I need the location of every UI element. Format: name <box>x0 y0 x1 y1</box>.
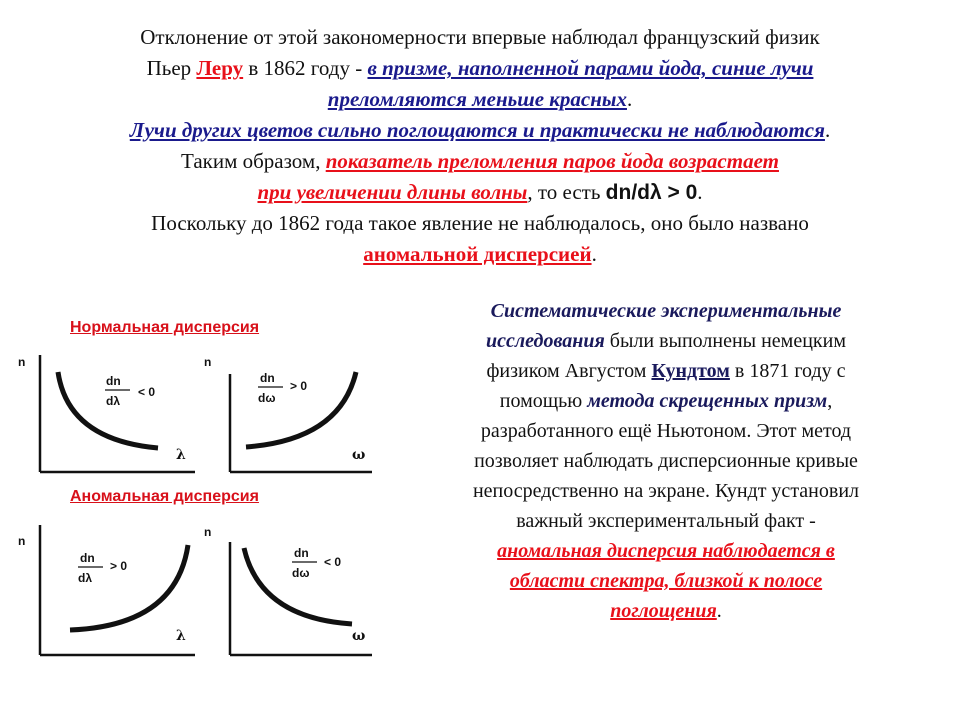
intro-line-5: Таким образом, показатель преломления паров йода возрастает <box>181 149 779 173</box>
graph-anomalous-omega <box>204 525 372 655</box>
graph-normal-lambda <box>18 355 195 472</box>
axis-label-lambda: λ <box>176 628 186 644</box>
inequality: > 0 <box>290 379 308 393</box>
graph-normal-omega <box>204 355 372 472</box>
intro-line-1: Отклонение от этой закономерности впервые наблюдал французский физик <box>140 25 820 49</box>
fraction-denominator: dω <box>292 566 310 580</box>
fraction-denominator: dλ <box>78 571 93 585</box>
derivative-formula: dn/dλ > 0 <box>605 181 698 204</box>
intro-line-7: Поскольку до 1862 года такое явление не наблюдалось, оно было названо <box>151 211 809 235</box>
axis-label-omega: ω <box>352 447 366 463</box>
intro-line-3: преломляются меньше красных. <box>327 87 633 111</box>
intro-line-8: аномальной дисперсией. <box>363 242 597 266</box>
fraction-denominator: dλ <box>106 394 121 408</box>
anomalous-dispersion-title: Аномальная дисперсия <box>70 488 259 505</box>
fraction-numerator: dn <box>106 374 121 388</box>
axis-label-lambda: λ <box>176 447 186 463</box>
intro-line-6: при увеличении длины волны, то есть dn/dλ > 0. <box>257 180 703 204</box>
intro-line-2: Пьер Леру в 1862 году - в призме, наполненной парами йода, синие лучи <box>146 56 814 80</box>
graph-anomalous-lambda <box>18 525 195 655</box>
intro-line-4: Лучи других цветов сильно поглощаются и практически не наблюдаются. <box>129 118 831 142</box>
axis-label-n: n <box>18 355 26 369</box>
leroux-name: Леру <box>196 56 244 80</box>
fraction-denominator: dω <box>258 391 276 405</box>
inequality: < 0 <box>324 555 342 569</box>
fraction-numerator: dn <box>80 551 95 565</box>
anomalous-dispersion-term: аномальной дисперсией <box>363 242 592 266</box>
kundt-text: Систематические экспериментальные исследования были выполнены немецким физиком Августом Кундтом в 1871 году с помощью метода скрещенных призм, разработанного ещё Ньютоном. Этот метод позволяет наблюдать дисперсионные кривые непосредственно на экране. Кундт установил важный экспериментальный факт - аномальная дисперсия наблюдается в области спектра, близкой к полосе поглощения. <box>472 300 860 622</box>
axis-label-omega: ω <box>352 628 366 644</box>
fraction-numerator: dn <box>260 371 275 385</box>
inequality: < 0 <box>138 385 156 399</box>
axis-label-n: n <box>18 534 26 548</box>
axis-label-n: n <box>204 525 212 539</box>
axis-label-n: n <box>204 355 212 369</box>
normal-dispersion-title: Нормальная дисперсия <box>70 319 260 336</box>
fraction-numerator: dn <box>294 546 309 560</box>
inequality: > 0 <box>110 559 128 573</box>
kundt-name: Кундтом <box>651 360 730 382</box>
